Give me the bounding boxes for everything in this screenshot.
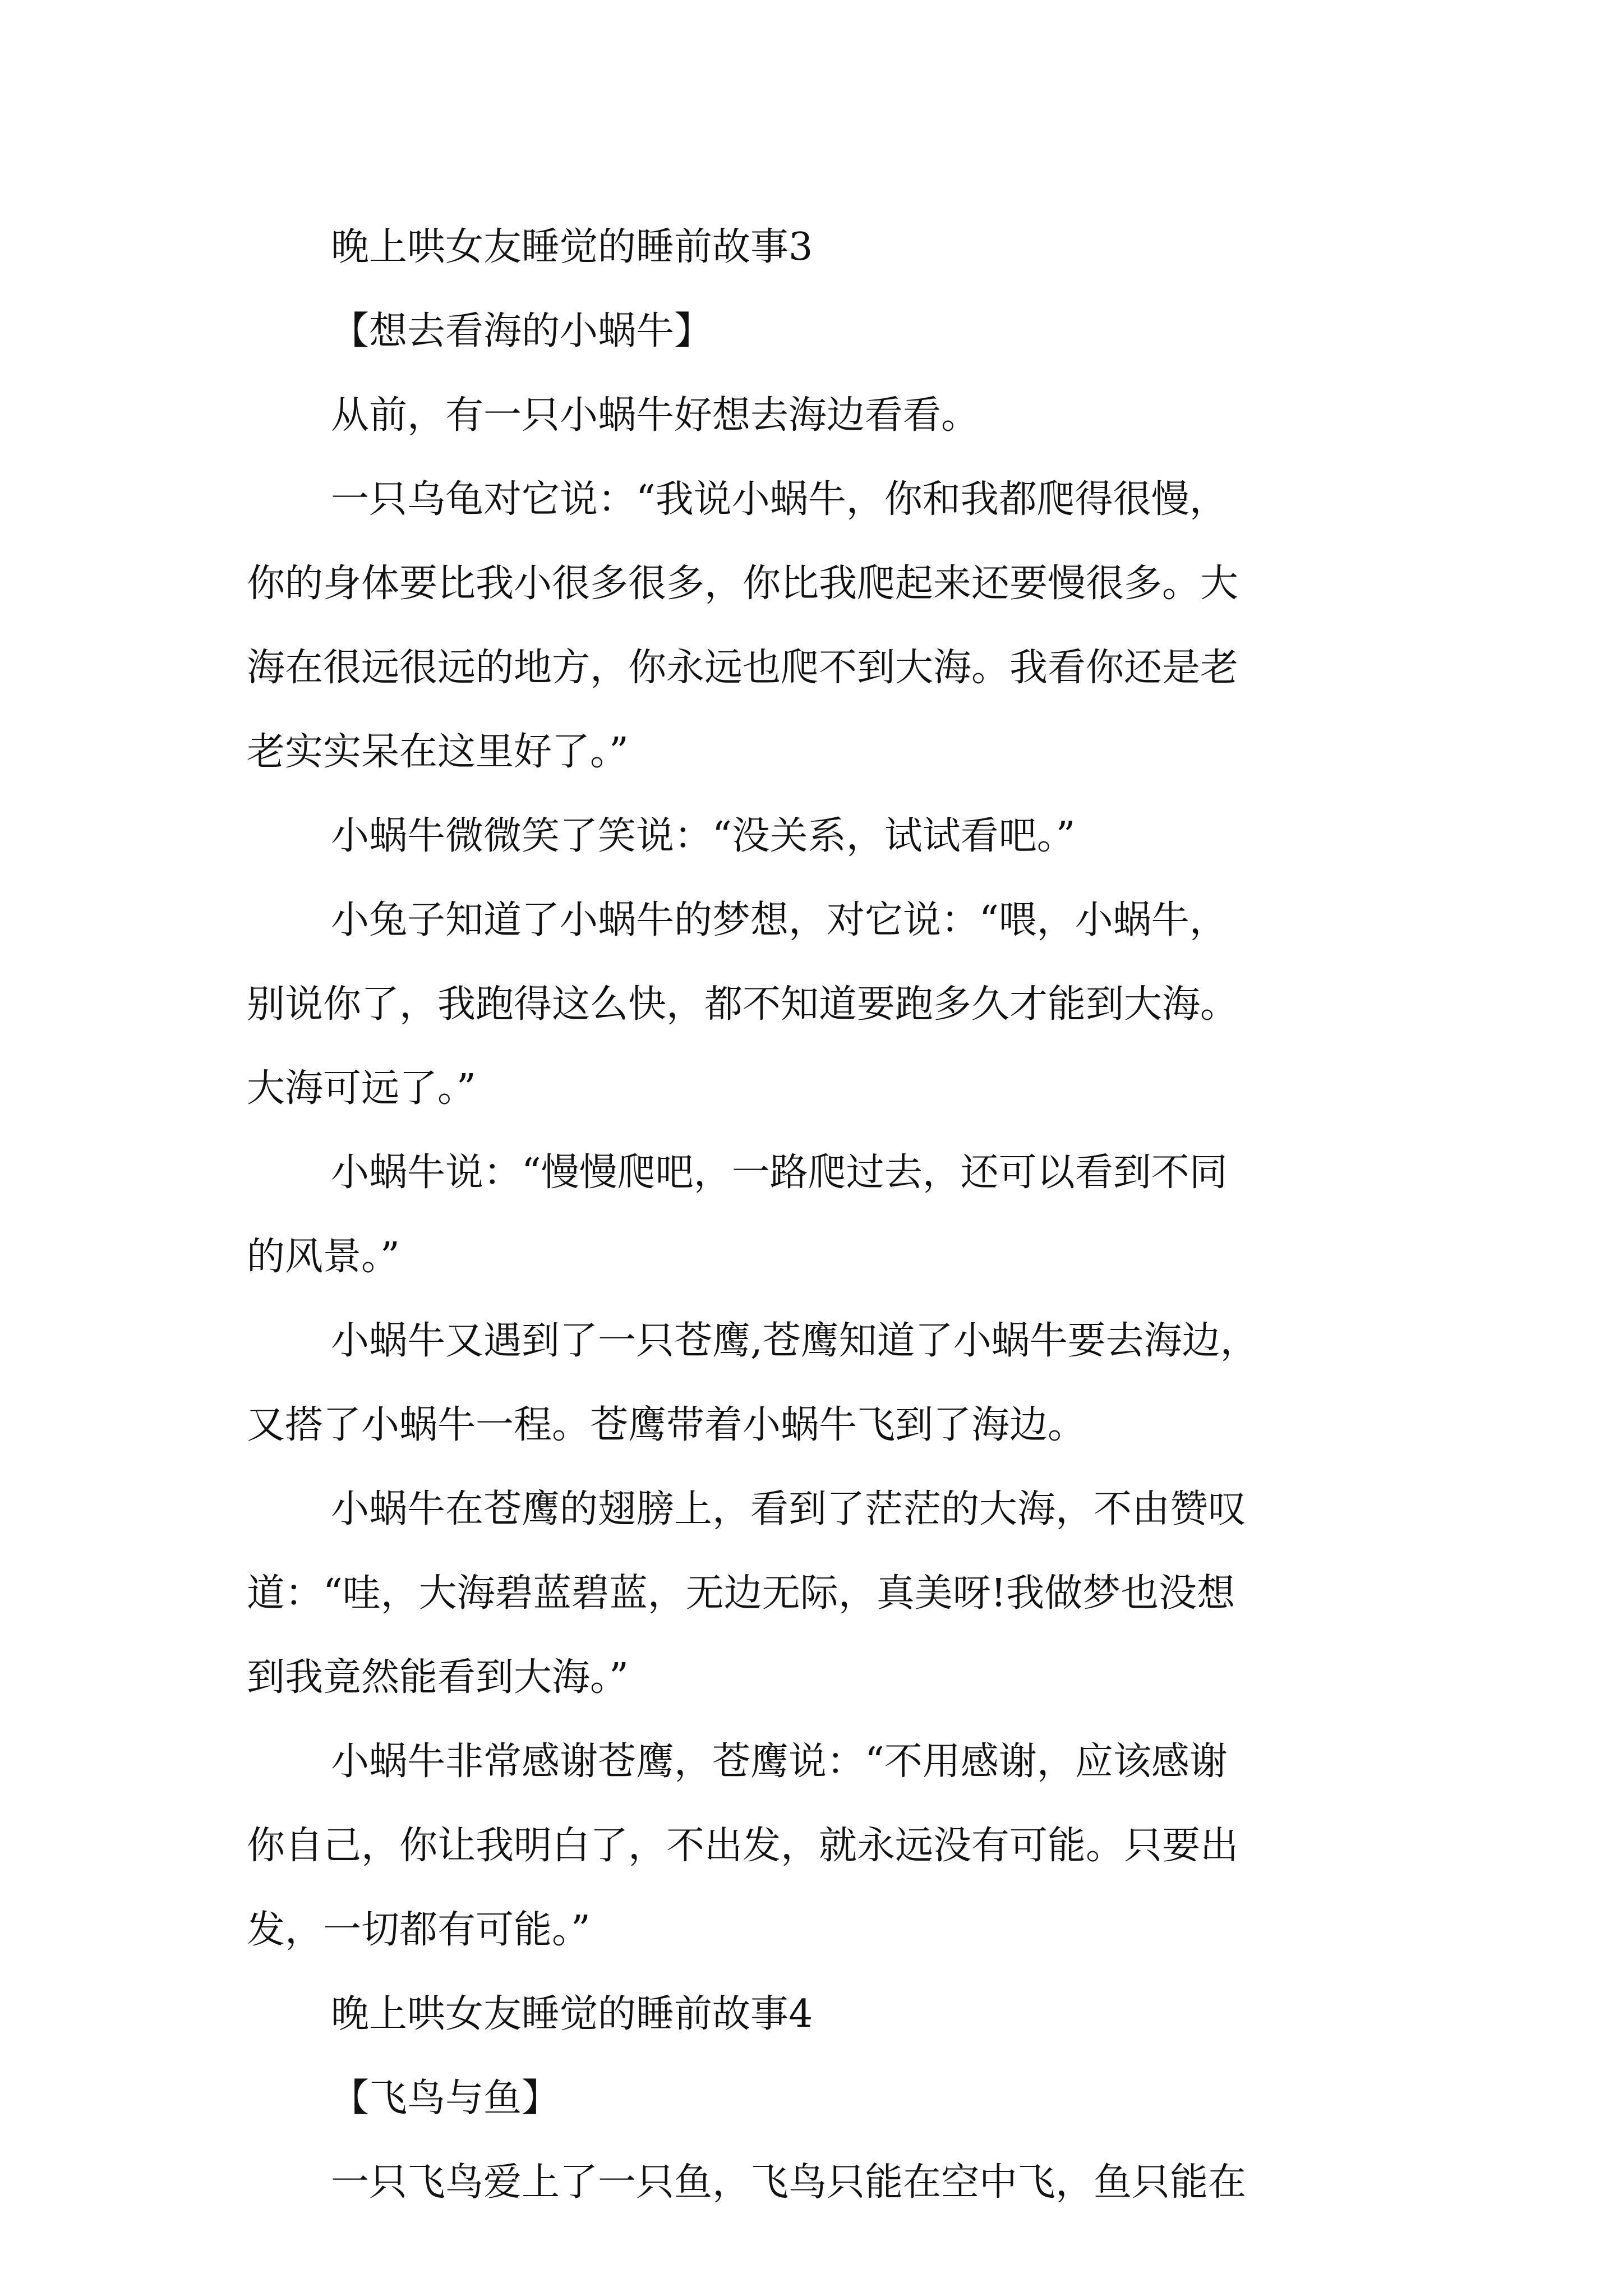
text-line: 小蜗牛在苍鹰的翅膀上，看到了茫茫的大海，不由赞叹 [331, 1487, 1247, 1531]
text-line: 的风景。” [247, 1235, 400, 1279]
text-line: 小蜗牛又遇到了一只苍鹰,苍鹰知道了小蜗牛要去海边， [331, 1319, 1258, 1363]
text-line: 一只飞鸟爱上了一只鱼，飞鸟只能在空中飞，鱼只能在 [331, 2160, 1247, 2205]
text-line: 大海可远了。” [247, 1066, 476, 1111]
text-line: 晚上哄女友睡觉的睡前故事4 [331, 1992, 813, 2036]
text-line: 晚上哄女友睡觉的睡前故事3 [331, 225, 813, 269]
text-line: 老实实呆在这里好了。” [247, 730, 629, 774]
text-line: 你自己，你让我明白了，不出发，就永远没有可能。只要出 [247, 1824, 1239, 1868]
text-line: 到我竟然能看到大海。” [247, 1655, 629, 1700]
text-line: 你的身体要比我小很多很多，你比我爬起来还要慢很多。大 [247, 562, 1239, 606]
text-line: 别说你了，我跑得这么快，都不知道要跑多久才能到大海。 [247, 982, 1239, 1027]
text-line: 小兔子知道了小蜗牛的梦想，对它说：“喂，小蜗牛， [331, 898, 1228, 942]
text-line: 【想去看海的小蜗牛】 [331, 309, 713, 353]
text-line: 小蜗牛非常感谢苍鹰，苍鹰说：“不用感谢，应该感谢 [331, 1740, 1228, 1784]
document-body [247, 205, 1402, 2225]
text-line: 一只乌龟对它说：“我说小蜗牛，你和我都爬得很慢， [331, 477, 1228, 522]
text-line: 海在很远很远的地方，你永远也爬不到大海。我看你还是老 [247, 646, 1239, 690]
text-line: 从前，有一只小蜗牛好想去海边看看。 [331, 393, 980, 438]
text-line: 小蜗牛说：“慢慢爬吧，一路爬过去，还可以看到不同 [331, 1151, 1228, 1195]
text-line: 道：“哇，大海碧蓝碧蓝，无边无际，真美呀!我做梦也没想 [247, 1571, 1235, 1616]
text-line: 【飞鸟与鱼】 [331, 2076, 560, 2120]
text-line: 小蜗牛微微笑了笑说：“没关系，试试看吧。” [331, 814, 1076, 858]
text-line: 又搭了小蜗牛一程。苍鹰带着小蜗牛飞到了海边。 [247, 1403, 1086, 1447]
text-line: 发，一切都有可能。” [247, 1908, 591, 1952]
